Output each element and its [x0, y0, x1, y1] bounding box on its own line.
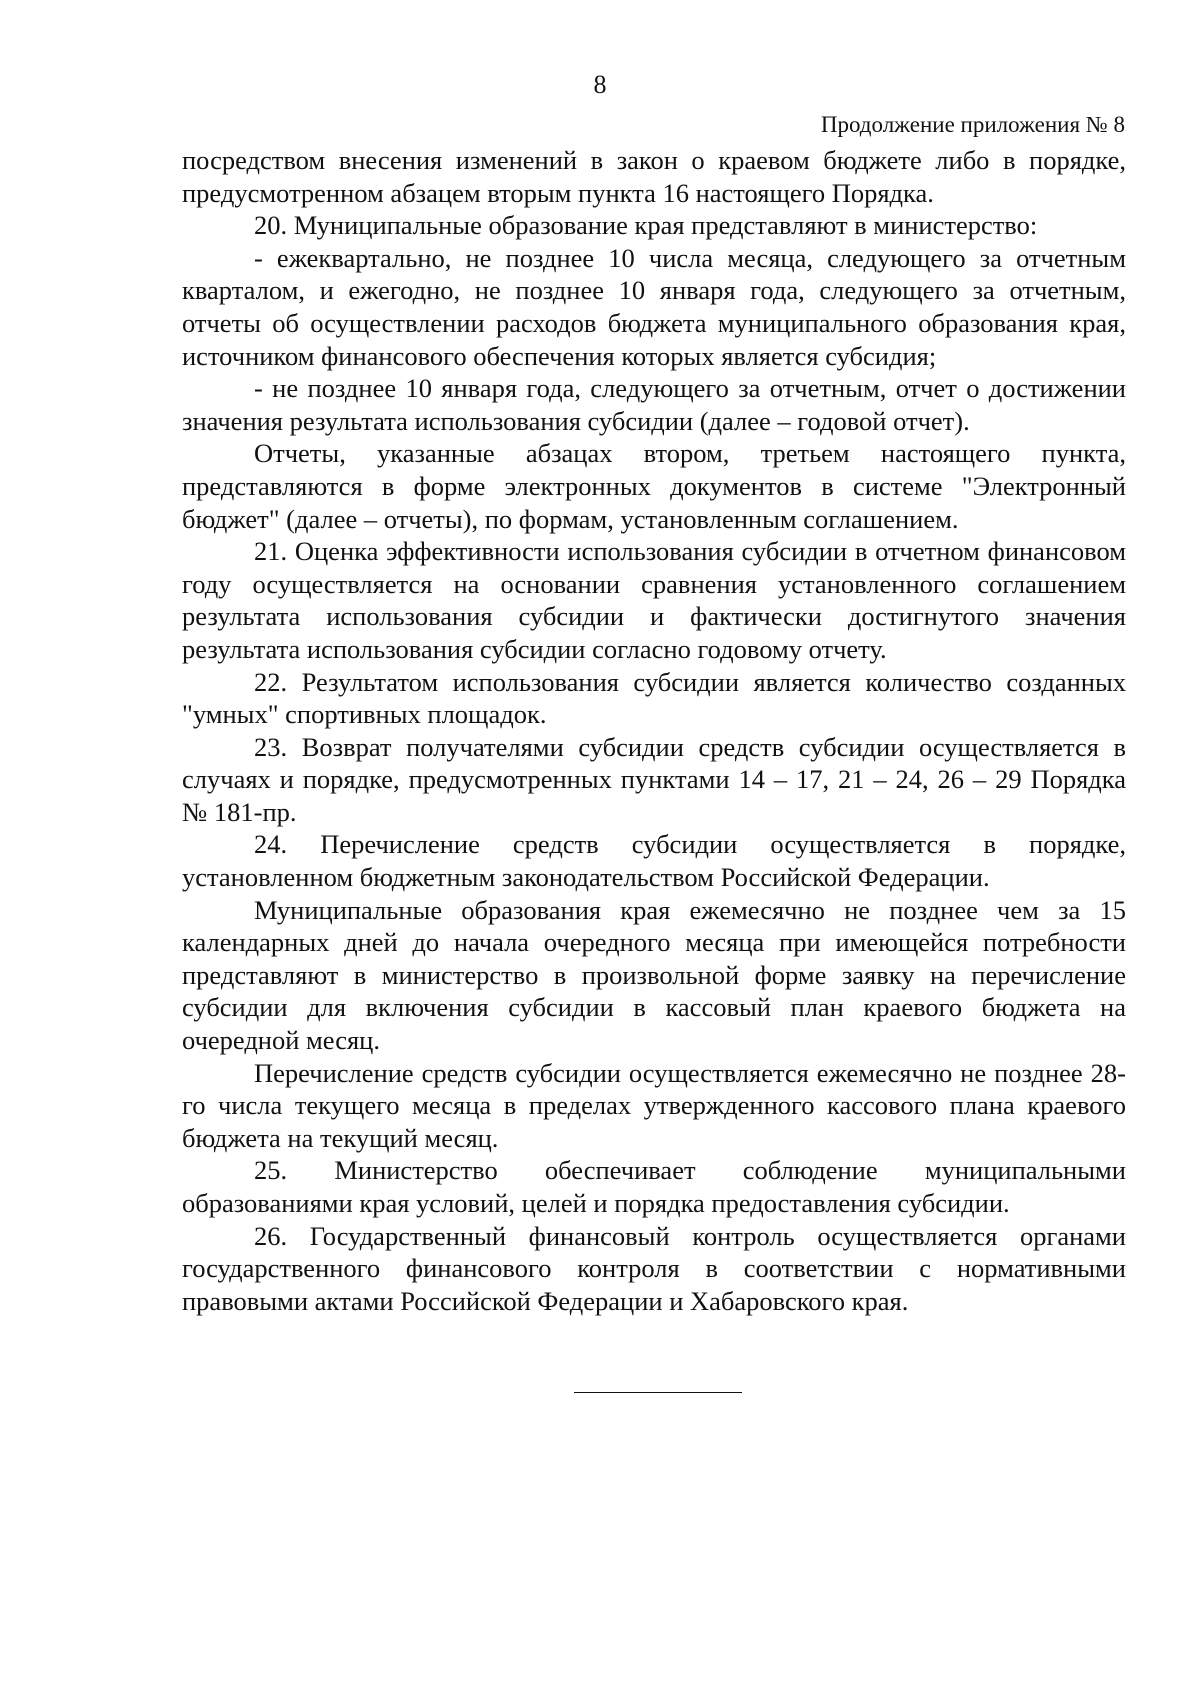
paragraph-22: 22. Результатом использования субсидии является количество созданных "умных" спортивных площадок. — [182, 666, 1126, 730]
paragraph-23: 23. Возврат получателями субсидии средств субсидии осуществляется в случаях и порядке, предусмотренных пунктами 14 – 17, 21 – 24, 26 – 29 Порядка № 181-пр. — [182, 731, 1126, 827]
paragraph-20-quarterly-reports: - ежеквартально, не позднее 10 числа месяца, следующего за отчетным кварталом, и ежегодно, не позднее 10 января года, следующего за отчетным, отчеты об осуществлении расходов бюджета муниципального образования края, источником финансового обеспечения которых является субсидия; — [182, 242, 1126, 371]
document-body — [182, 144, 1126, 1317]
paragraph-24-request: Муниципальные образования края ежемесячно не позднее чем за 15 календарных дней до начала очередного месяца при имеющейся потребности представляют в министерство в произвольной форме заявку на перечисление субсидии для включения субсидии в кассовый план краевого бюджета на очередной месяц. — [182, 894, 1126, 1056]
end-of-document-rule — [574, 1392, 742, 1393]
paragraph-24-transfer: Перечисление средств субсидии осуществляется ежемесячно не позднее 28-го числа текущего месяца в пределах утвержденного кассового плана краевого бюджета на текущий месяц. — [182, 1057, 1126, 1153]
paragraph-26: 26. Государственный финансовый контроль осуществляется органами государственного финансового контроля в соответствии с нормативными правовыми актами Российской Федерации и Хабаровского края. — [182, 1220, 1126, 1316]
paragraph-20: 20. Муниципальные образование края представляют в министерство: — [254, 210, 1038, 241]
appendix-continuation-note: Продолжение приложения № 8 — [820, 112, 1125, 137]
page-number: 8 — [593, 70, 607, 99]
paragraph-continuation: посредством внесения изменений в закон о краевом бюджете либо в порядке, предусмотренном абзацем вторым пункта 16 настоящего Порядка. — [182, 145, 1126, 208]
paragraph-25: 25. Министерство обеспечивает соблюдение муниципальными образованиями края условий, целей и порядка предоставления субсидии. — [182, 1155, 1126, 1218]
paragraph-reports-form: Отчеты, указанные абзацах втором, третьем настоящего пункта, представляются в форме электронных документов в системе "Электронный бюджет" (далее – отчеты), по формам, установленным соглашением. — [182, 438, 1126, 534]
paragraph-24: 24. Перечисление средств субсидии осуществляется в порядке, установленном бюджетным законодательством Российской Федерации. — [182, 829, 1126, 893]
paragraph-21: 21. Оценка эффективности использования субсидии в отчетном финансовом году осуществляется на основании сравнения установленного соглашением результата использования субсидии и фактически достигнутого значения результата использования субсидии согласно годовому отчету. — [182, 536, 1126, 664]
paragraph-20-annual-report: - не позднее 10 января года, следующего за отчетным, отчет о достижении значения результата использования субсидии (далее – годовой отчет). — [182, 373, 1126, 436]
